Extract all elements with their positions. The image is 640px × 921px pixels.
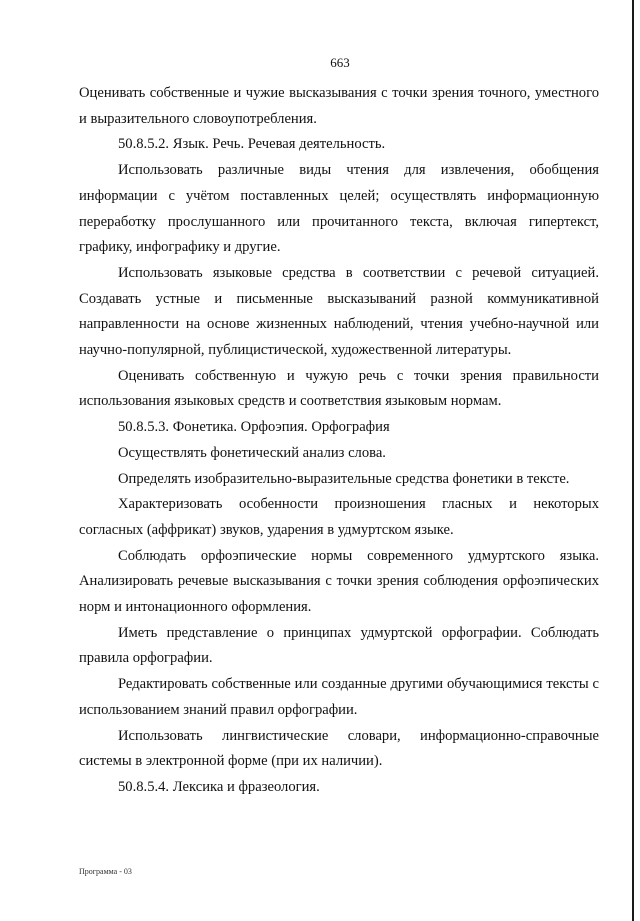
paragraph: Использовать языковые средства в соответствии с речевой ситуацией. Создавать устные и письменные высказываний разной коммуникативной направленности на основе жизненных наблюдений, чтения учебно-научной или научно-популярной, публицистической, художественной литературы. <box>79 264 599 359</box>
paragraph: Использовать различные виды чтения для извлечения, обобщения информации с учётом поставленных целей; осуществлять информационную переработку прослушанного или прочитанного текста, включая гипертекст, графику, инфографику и другие. <box>79 162 599 256</box>
paragraph: Иметь представление о принципах удмуртской орфографии. Соблюдать правила орфографии. <box>79 624 599 667</box>
document-body <box>79 81 599 801</box>
paragraph: Определять изобразительно-выразительные средства фонетики в тексте. <box>118 470 570 487</box>
section-heading: 50.8.5.4. Лексика и фразеология. <box>118 778 320 795</box>
paragraph: Использовать лингвистические словари, информационно-справочные системы в электронной форме (при их наличии). <box>79 727 599 770</box>
paragraph: Характеризовать особенности произношения гласных и некоторых согласных (аффрикат) звуков, ударения в удмуртском языке. <box>79 496 599 538</box>
section-heading: 50.8.5.2. Язык. Речь. Речевая деятельность. <box>118 136 386 153</box>
page-number: 663 <box>330 55 350 70</box>
paragraph: Осуществлять фонетический анализ слова. <box>118 444 386 461</box>
paragraph: Соблюдать орфоэпические нормы современного удмуртского языка. Анализировать речевые высказывания с точки зрения соблюдения орфоэпических норм и интонационного оформления. <box>79 547 599 616</box>
paragraph: Оценивать собственные и чужие высказывания с точки зрения точного, уместного и выразительного словоупотребления. <box>79 85 599 127</box>
section-heading: 50.8.5.3. Фонетика. Орфоэпия. Орфография <box>118 419 390 436</box>
page-footer: Программа - 03 <box>79 867 132 876</box>
paragraph: Оценивать собственную и чужую речь с точки зрения правильности использования языковых средств и соответствия языковым нормам. <box>79 367 599 410</box>
paragraph: Редактировать собственные или созданные другими обучающимися тексты с использованием знаний правил орфографии. <box>79 676 599 718</box>
